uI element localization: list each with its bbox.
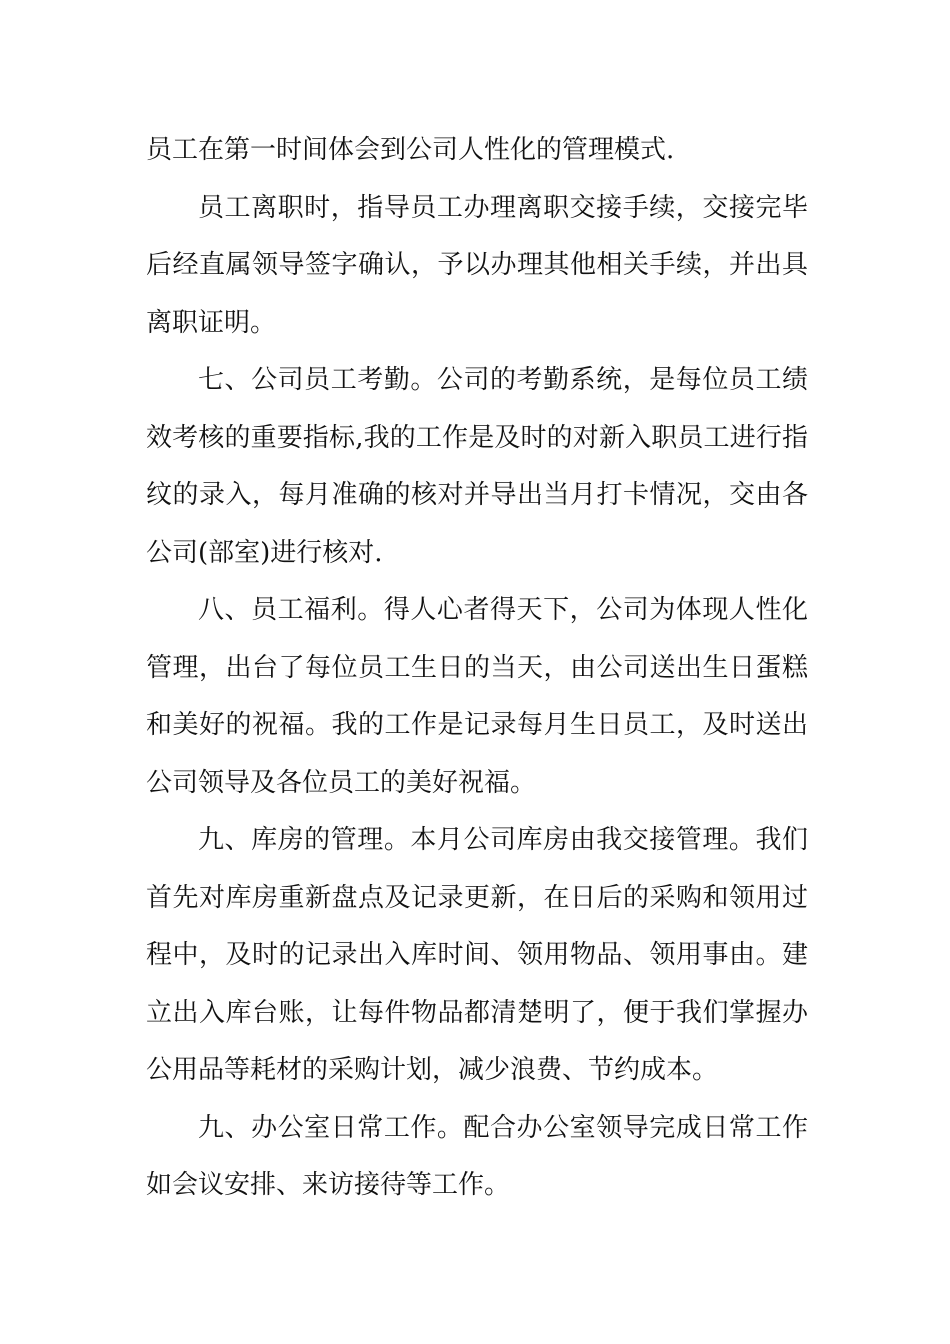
paragraph-attendance: 七、公司员工考勤。公司的考勤系统，是每位员工绩效考核的重要指标,我的工作是及时的对新入职员工进行指纹的录入，每月准确的核对并导出当月打卡情况，交由各公司(部室)进行核对. [146,365,808,568]
paragraph-office-work: 九、办公室日常工作。配合办公室领导完成日常工作如会议安排、来访接待等工作。 [146,1112,808,1200]
paragraph-warehouse: 九、库房的管理。本月公司库房由我交接管理。我们首先对库房重新盘点及记录更新，在日后的采购和领用过程中，及时的记录出入库时间、领用物品、领用事由。建立出入库台账，让每件物品都清楚明了，便于我们掌握办公用品等耗材的采购计划，减少浪费、节约成本。 [146,825,808,1085]
paragraph-resignation: 员工离职时，指导员工办理离职交接手续，交接完毕后经直属领导签字确认，予以办理其他相关手续，并出具离职证明。 [146,192,808,338]
document-body [146,122,808,1215]
paragraph-continuation: 员工在第一时间体会到公司人性化的管理模式. [146,135,675,165]
paragraph-welfare: 八、员工福利。得人心者得天下，公司为体现人性化管理，出台了每位员工生日的当天，由公司送出生日蛋糕和美好的祝福。我的工作是记录每月生日员工，及时送出公司领导及各位员工的美好祝福。 [146,595,808,798]
